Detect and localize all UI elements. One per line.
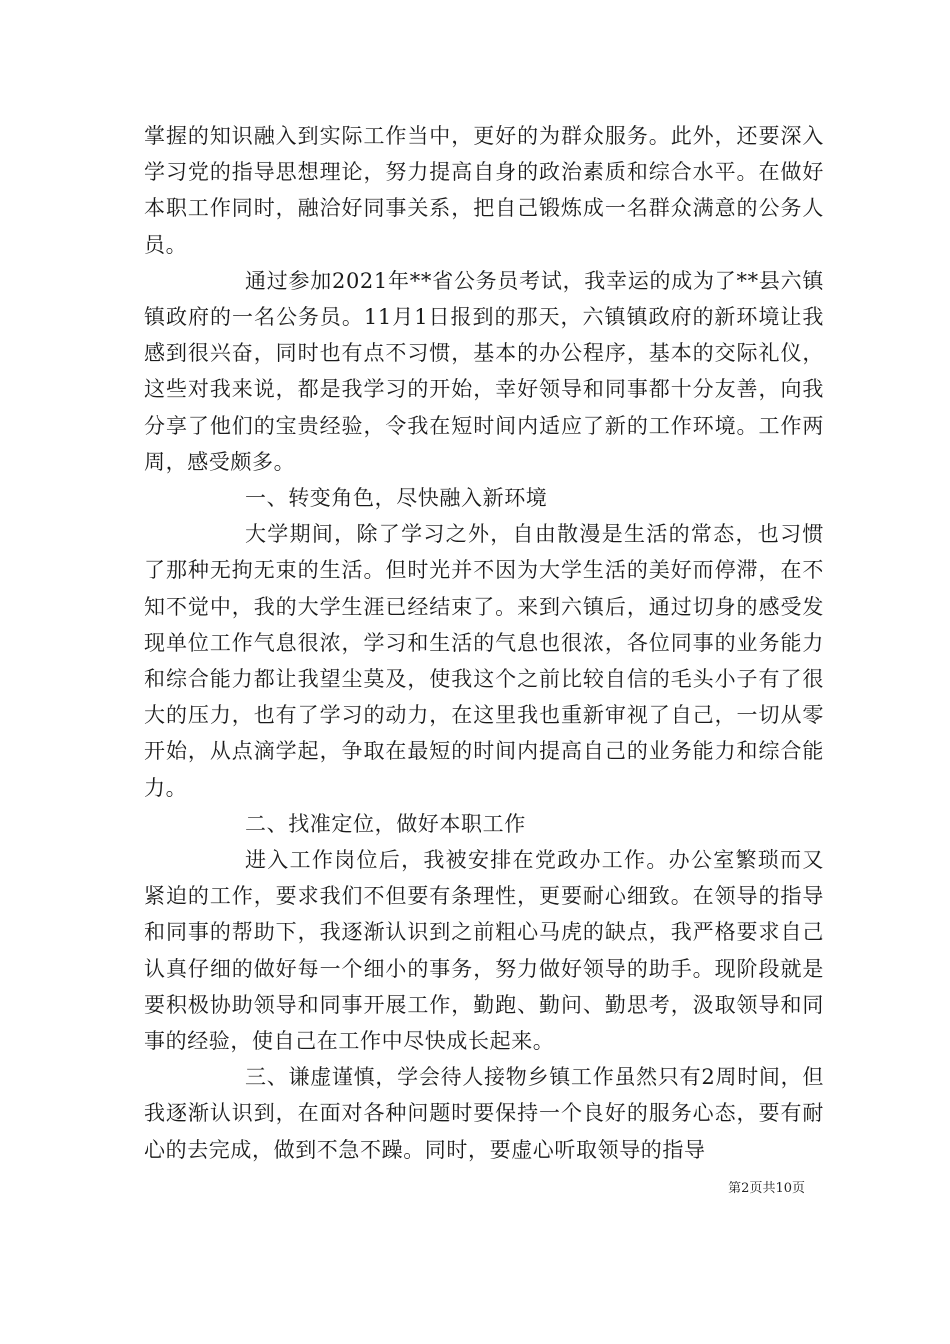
paragraph: 通过参加2021年**省公务员考试，我幸运的成为了**县六镇镇政府的一名公务员。11月1日报到的那天，六镇镇政府的新环境让我感到很兴奋，同时也有点不习惯，基本的办公程序，基本的交际礼仪，这些对我来说，都是我学习的开始，幸好领导和同事都十分友善，向我分享了他们的宝贵经验，令我在短时间内适应了新的工作环境。工作两周，感受颇多。 <box>144 268 824 474</box>
page-footer: 第2页共10页 <box>728 1181 805 1196</box>
document-body <box>144 118 824 1168</box>
paragraph: 大学期间，除了学习之外，自由散漫是生活的常态，也习惯了那种无拘无束的生活。但时光并不因为大学生活的美好而停滞，在不知不觉中，我的大学生涯已经结束了。来到六镇后，通过切身的感受发现单位工作气息很浓，学习和生活的气息也很浓，各位同事的业务能力和综合能力都让我望尘莫及，使我这个之前比较自信的毛头小子有了很大的压力，也有了学习的动力，在这里我也重新审视了自己，一切从零开始，从点滴学起，争取在最短的时间内提高自己的业务能力和综合能力。 <box>144 522 824 800</box>
section-heading: 一、转变角色，尽快融入新环境 <box>245 486 548 511</box>
section-heading: 二、找准定位，做好本职工作 <box>245 811 526 836</box>
paragraph: 掌握的知识融入到实际工作当中，更好的为群众服务。此外，还要深入学习党的指导思想理论，努力提高自身的政治素质和综合水平。在做好本职工作同时，融洽好同事关系，把自己锻炼成一名群众满意的公务人员。 <box>144 124 824 257</box>
paragraph: 三、谦虚谨慎，学会待人接物乡镇工作虽然只有2周时间，但我逐渐认识到，在面对各种问题时要保持一个良好的服务心态，要有耐心的去完成，做到不急不躁。同时，要虚心听取领导的指导 <box>144 1065 824 1162</box>
paragraph: 进入工作岗位后，我被安排在党政办工作。办公室繁琐而又紧迫的工作，要求我们不但要有条理性，更要耐心细致。在领导的指导和同事的帮助下，我逐渐认识到之前粗心马虎的缺点，我严格要求自己认真仔细的做好每一个细小的事务，努力做好领导的助手。现阶段就是要积极协助领导和同事开展工作，勤跑、勤问、勤思考，汲取领导和同事的经验，使自己在工作中尽快成长起来。 <box>144 848 824 1054</box>
